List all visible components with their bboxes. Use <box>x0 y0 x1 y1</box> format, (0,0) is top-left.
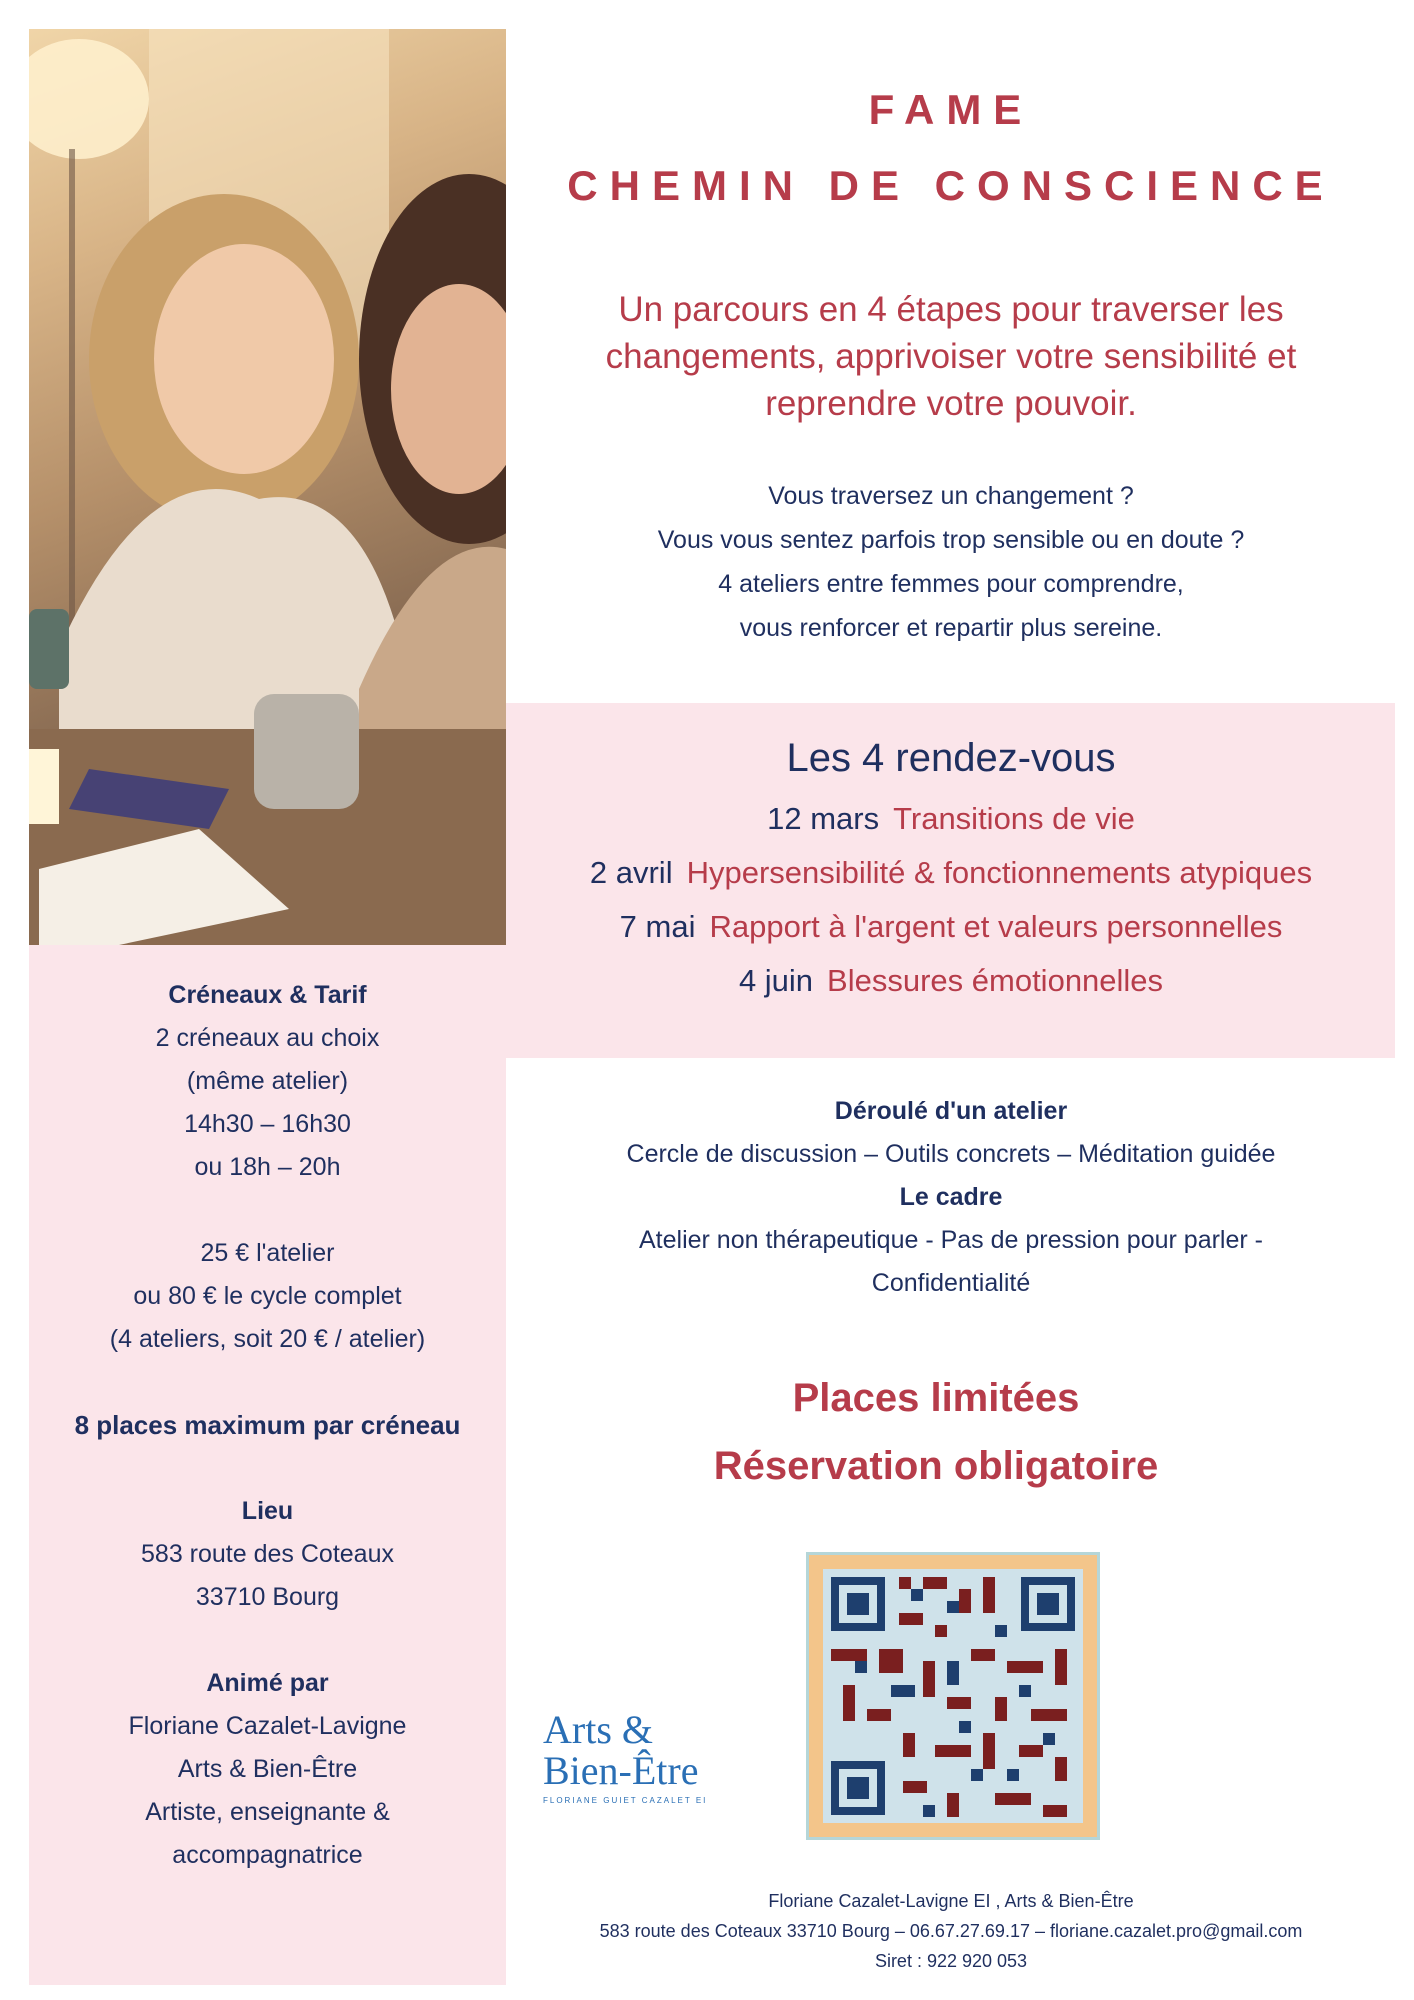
lieu-heading: Lieu <box>241 1497 294 1525</box>
rendezvous-item <box>506 846 1396 900</box>
logo-subline: FLORIANE GUIET CAZALET EI <box>543 1796 708 1805</box>
intro-text <box>506 286 1396 427</box>
logo-line-2: Bien-Être <box>543 1748 699 1793</box>
creneaux-line-3: 14h30 – 16h30 <box>184 1110 351 1138</box>
anime-heading: Animé par <box>206 1669 329 1697</box>
places-limitees: Places limitées <box>792 1376 1080 1420</box>
title-fame: FAME <box>868 86 1034 133</box>
intro-line-3: reprendre votre pouvoir. <box>765 384 1137 423</box>
rendezvous-date: 4 juin <box>738 963 814 998</box>
question-1: Vous traversez un changement ? <box>768 482 1134 510</box>
rendezvous-topic: Rapport à l'argent et valeurs personnelles <box>709 909 1283 944</box>
footer-line-2: 583 route des Coteaux 33710 Bourg – 06.67.27.69.17 – floriane.cazalet.pro@gmail.com <box>599 1921 1303 1941</box>
rendezvous-topic: Transitions de vie <box>893 801 1135 836</box>
intro-line-1: Un parcours en 4 étapes pour traverser les <box>618 290 1284 329</box>
cadre-heading: Le cadre <box>899 1183 1003 1211</box>
question-4: vous renforcer et repartir plus sereine. <box>739 614 1163 642</box>
qr-finder-top-left <box>831 1577 885 1631</box>
tarif-line-2: ou 80 € le cycle complet <box>133 1282 402 1310</box>
cadre-line-1: Atelier non thérapeutique - Pas de pression pour parler - <box>639 1226 1263 1254</box>
logo-line-1: Arts & <box>543 1707 653 1752</box>
reservation-obligatoire: Réservation obligatoire <box>713 1444 1159 1488</box>
rendezvous-date: 2 avril <box>589 855 673 890</box>
lieu-line-2: 33710 Bourg <box>195 1583 340 1611</box>
rendezvous-item <box>506 900 1396 954</box>
creneaux-line-4: ou 18h – 20h <box>194 1153 341 1181</box>
rendezvous-topic: Hypersensibilité & fonctionnements atypiques <box>686 855 1313 890</box>
anime-line-1: Floriane Cazalet-Lavigne <box>128 1712 407 1740</box>
intro-line-2: changements, apprivoiser votre sensibilité et <box>605 337 1297 376</box>
rendezvous-date: 12 mars <box>767 801 880 836</box>
rendezvous-item <box>506 954 1396 1008</box>
qr-code-image <box>809 1555 1097 1837</box>
deroule-heading: Déroulé d'un atelier <box>834 1097 1068 1125</box>
footer-line-1: Floriane Cazalet-Lavigne EI , Arts & Bien-Être <box>768 1891 1134 1911</box>
photo-illustration <box>29 29 506 945</box>
tarif-line-3: (4 ateliers, soit 20 € / atelier) <box>109 1325 426 1353</box>
anime-line-3: Artiste, enseignante & <box>145 1798 390 1826</box>
creneaux-line-1: 2 créneaux au choix <box>155 1024 380 1052</box>
tarif-line-1: 25 € l'atelier <box>200 1239 335 1267</box>
creneaux-heading: Créneaux & Tarif <box>168 981 367 1009</box>
qr-code[interactable] <box>806 1552 1100 1840</box>
rendezvous-date: 7 mai <box>619 909 696 944</box>
question-2: Vous vous sentez parfois trop sensible ou en doute ? <box>657 526 1245 554</box>
question-3: 4 ateliers entre femmes pour comprendre, <box>718 570 1184 598</box>
rendezvous-title: Les 4 rendez-vous <box>786 736 1116 780</box>
anime-line-2: Arts & Bien-Être <box>177 1755 358 1783</box>
rendezvous-item <box>506 792 1396 846</box>
rendezvous-topic: Blessures émotionnelles <box>827 963 1164 998</box>
arts-bien-etre-logo <box>543 1707 743 1805</box>
footer-line-3: Siret : 922 920 053 <box>874 1951 1028 1971</box>
creneaux-line-2: (même atelier) <box>186 1067 349 1095</box>
hero-photo <box>29 29 506 945</box>
title-chemin: CHEMIN DE CONSCIENCE <box>567 162 1335 209</box>
cadre-line-2: Confidentialité <box>871 1269 1031 1297</box>
deroule-text: Cercle de discussion – Outils concrets – Méditation guidée <box>626 1140 1276 1168</box>
max-places: 8 places maximum par créneau <box>74 1410 461 1440</box>
lieu-line-1: 583 route des Coteaux <box>141 1540 394 1568</box>
anime-line-4: accompagnatrice <box>172 1841 363 1869</box>
